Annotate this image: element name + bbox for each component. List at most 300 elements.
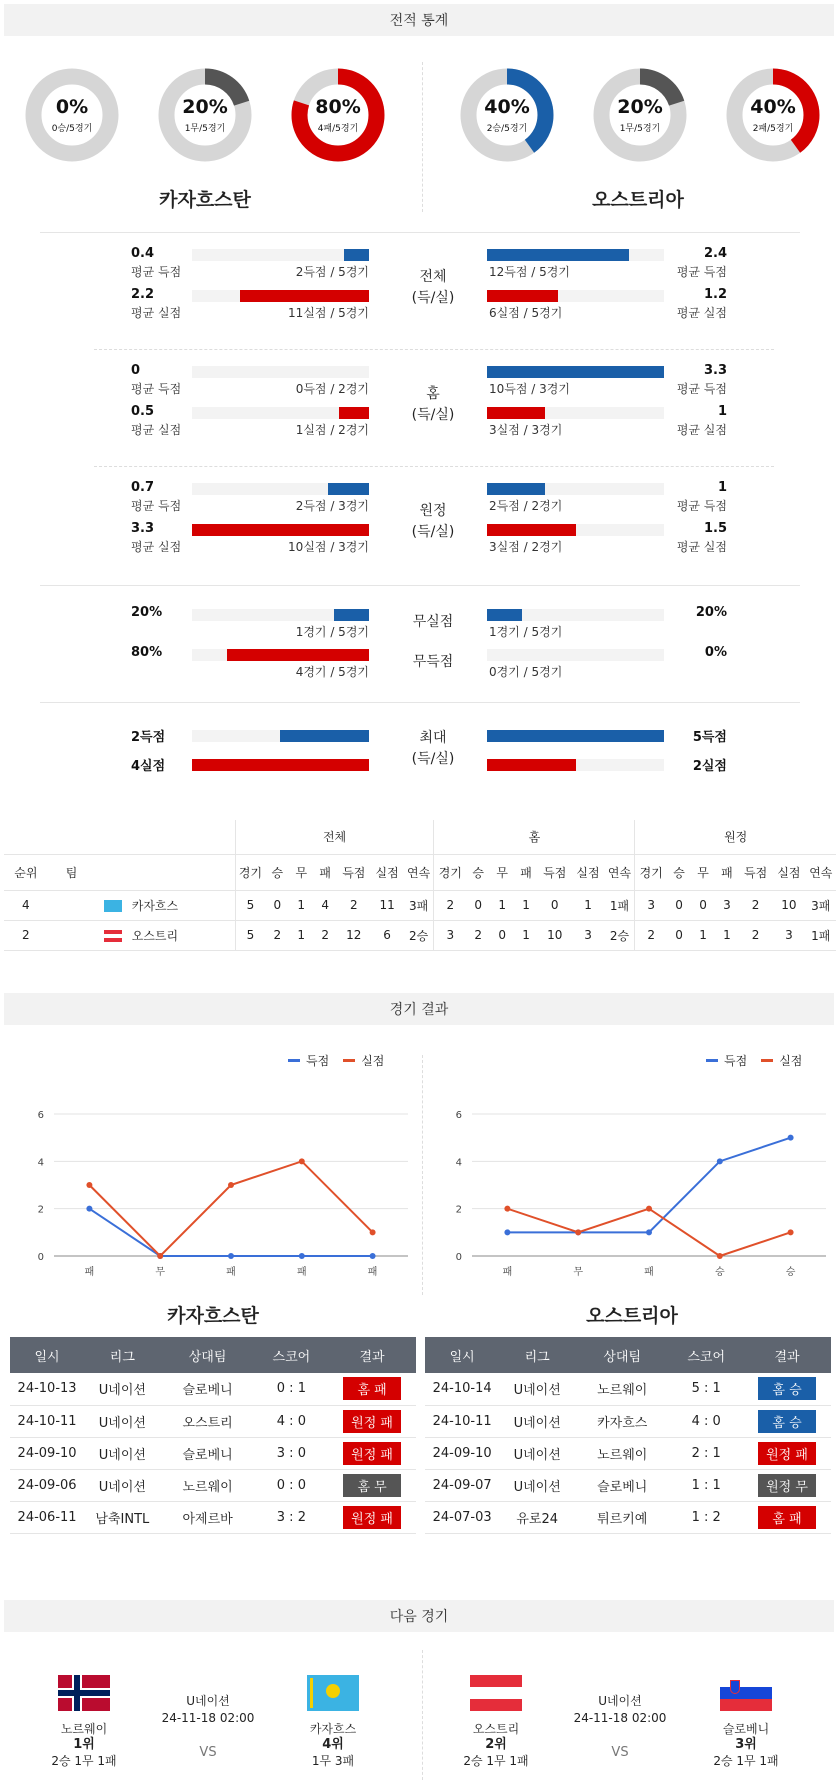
next-league: U네이션: [598, 1694, 642, 1708]
divider: [40, 232, 800, 233]
result-cell: [328, 1405, 416, 1437]
standings-col-header: 승: [466, 854, 490, 890]
x-tick-label: 패: [296, 1267, 307, 1278]
results-row: [10, 1469, 416, 1501]
bar-track: [487, 524, 664, 536]
section-header-stats: 전적 통계: [4, 4, 834, 36]
data-point: [717, 1158, 723, 1164]
league-cell: U네이션: [499, 1437, 575, 1469]
x-tick-label: 패: [367, 1267, 378, 1278]
result-badge: 홈 승: [758, 1377, 816, 1400]
data-point: [717, 1253, 723, 1259]
opponent-cell: 노르웨이: [575, 1437, 669, 1469]
next-team-right[interactable]: [686, 1721, 806, 1769]
bar-fill: [487, 407, 545, 419]
score-cell: 1 : 2: [669, 1501, 743, 1533]
x-tick-label: 패: [226, 1267, 236, 1278]
divider: [422, 1650, 423, 1780]
date-cell: 24-06-11: [10, 1501, 84, 1533]
bar-track: [487, 249, 664, 261]
results-row: [10, 1501, 416, 1533]
opponent-cell: 오스트리: [161, 1405, 255, 1437]
results-col-header: 결과: [328, 1337, 416, 1373]
bar-track: [487, 730, 664, 742]
standings-group-1: 홈: [434, 820, 635, 854]
standings-col-header: 승: [667, 854, 691, 890]
bar-track: [487, 759, 664, 771]
bar-fill: [240, 290, 369, 302]
home-stat-value: 3.3: [131, 521, 155, 536]
next-team-name: 노르웨이: [60, 1722, 108, 1736]
standings-cell: 0: [667, 890, 691, 920]
home-stat-label: 평균 실점: [131, 540, 182, 554]
flag-stripe: [58, 1690, 110, 1696]
bar-track: [192, 649, 369, 661]
standings-team[interactable]: [48, 890, 235, 920]
home-stat-value: 80%: [131, 645, 163, 660]
bar-track: [192, 366, 369, 378]
stat-category: 최대 (득/실): [411, 730, 455, 767]
standings-cell: 1: [514, 920, 538, 950]
away-stat-value: 1: [717, 404, 727, 419]
away-stat-label: 평균 득점: [676, 382, 727, 396]
next-team-name: 카자흐스: [309, 1722, 357, 1736]
away-stat-value: 1.5: [703, 521, 727, 536]
y-tick-label: 2: [455, 1204, 462, 1216]
data-point: [86, 1206, 92, 1212]
home-stat-detail: 1실점 / 2경기: [295, 423, 369, 437]
standings-col-header: 패: [514, 854, 538, 890]
bar-track: [192, 759, 369, 771]
legend-label: 실점: [779, 1054, 803, 1068]
standings-cell: 1: [490, 890, 514, 920]
standings-cell: 3: [772, 920, 805, 950]
away-team-name: 오스트리아: [592, 189, 684, 211]
opponent-cell: 슬로베니: [161, 1373, 255, 1405]
home-team-name: 카자흐스탄: [159, 189, 251, 211]
standings-cell: 11: [370, 890, 403, 920]
away-stat-label: 평균 득점: [676, 265, 727, 279]
legend-label: 득점: [306, 1054, 330, 1068]
next-team-record: 2승 1무 1패: [51, 1754, 117, 1768]
league-cell: 유로24: [499, 1501, 575, 1533]
y-tick-label: 0: [37, 1252, 44, 1263]
bar-fill: [192, 759, 369, 771]
result-badge: 원정 패: [758, 1442, 816, 1465]
score-cell: 5 : 1: [669, 1373, 743, 1405]
opponent-cell: 슬로베니: [161, 1437, 255, 1469]
x-tick-label: 승: [714, 1267, 725, 1278]
standings-col-header: 득점: [538, 854, 571, 890]
standings-cell: 6: [370, 920, 403, 950]
score-cell: 2 : 1: [669, 1437, 743, 1469]
result-cell: [743, 1501, 831, 1533]
stat-category: 전체 (득/실): [411, 269, 455, 306]
legend-item-0: [288, 1052, 329, 1069]
results-row: [425, 1469, 831, 1501]
results-col-header: 스코어: [669, 1337, 743, 1373]
date-cell: 24-09-07: [425, 1469, 499, 1501]
donut-caption: 1무/5경기: [184, 124, 226, 134]
results-col-header: 상대팀: [161, 1337, 255, 1373]
standings-cell: 0: [466, 890, 490, 920]
donut-percent: 40%: [750, 96, 796, 118]
flag-ornament: [310, 1678, 313, 1708]
home-stat-detail: 2득점 / 3경기: [295, 499, 369, 513]
next-team-rank: 1위: [73, 1737, 95, 1752]
results-col-header: 스코어: [255, 1337, 329, 1373]
standings-col-header: 득점: [739, 854, 772, 890]
standings-cell: 10: [772, 890, 805, 920]
bar-track: [487, 366, 664, 378]
bar-track: [192, 609, 369, 621]
home-stat-value: 0.7: [131, 480, 155, 495]
data-point: [86, 1182, 92, 1188]
result-badge: 원정 패: [343, 1410, 401, 1433]
bar-fill: [487, 524, 576, 536]
away-stat-detail: 1경기 / 5경기: [489, 625, 563, 639]
vs-label: VS: [611, 1745, 629, 1760]
standings-col-header: 경기: [434, 854, 466, 890]
standings-cell: 2: [466, 920, 490, 950]
legend-swatch: [343, 1059, 355, 1062]
data-point: [646, 1229, 652, 1235]
bar-fill: [487, 249, 629, 261]
donut-chart-home-1: [158, 68, 252, 162]
standings-team-name: 카자흐스: [131, 898, 179, 913]
data-point: [788, 1229, 794, 1235]
y-tick-label: 6: [37, 1110, 44, 1121]
league-cell: U네이션: [84, 1405, 160, 1437]
results-row: [10, 1373, 416, 1405]
standings-cell: 1: [289, 890, 313, 920]
stat-category: 무득점: [412, 654, 454, 670]
date-cell: 24-10-13: [10, 1373, 84, 1405]
result-badge: 원정 패: [343, 1442, 401, 1465]
bar-fill: [487, 366, 664, 378]
y-tick-label: 6: [455, 1110, 462, 1121]
standings-col-header: 패: [715, 854, 739, 890]
standings-rank: 4: [4, 890, 48, 920]
results-row: [425, 1437, 831, 1469]
result-cell: [328, 1437, 416, 1469]
next-team-name: 슬로베니: [722, 1722, 770, 1736]
standings-cell: 2: [313, 920, 337, 950]
data-point: [788, 1135, 794, 1141]
bar-fill: [487, 609, 522, 621]
score-cell: 4 : 0: [255, 1405, 329, 1437]
home-stat-detail: 11실점 / 5경기: [288, 306, 369, 320]
flag-icon: [307, 1675, 359, 1711]
x-tick-label: 패: [84, 1267, 95, 1278]
next-team-left[interactable]: [24, 1721, 144, 1769]
opponent-cell: 슬로베니: [575, 1469, 669, 1501]
y-tick-label: 4: [37, 1157, 44, 1169]
standings-cell: 3: [571, 920, 604, 950]
next-team-name: 오스트리: [472, 1722, 520, 1736]
home-max-value: 4실점: [131, 759, 166, 774]
donut-chart-home-2: [291, 68, 385, 162]
bar-fill: [334, 609, 369, 621]
date-cell: 24-07-03: [425, 1501, 499, 1533]
data-point: [157, 1253, 163, 1259]
date-cell: 24-09-10: [10, 1437, 84, 1469]
legend-label: 실점: [361, 1054, 385, 1068]
bar-fill: [487, 483, 545, 495]
bar-fill: [487, 730, 664, 742]
standings-cell: 12: [337, 920, 370, 950]
data-point: [646, 1206, 652, 1212]
score-cell: 0 : 0: [255, 1469, 329, 1501]
line-chart-0: [30, 1090, 415, 1310]
standings-col-header: 연속: [605, 854, 635, 890]
away-stat-value: 20%: [695, 605, 727, 620]
donut-caption: 2패/5경기: [752, 124, 794, 134]
divider: [94, 466, 774, 467]
results-col-header: 리그: [84, 1337, 160, 1373]
x-tick-label: 승: [785, 1267, 796, 1278]
home-stat-label: 평균 득점: [131, 265, 182, 279]
result-cell: [743, 1373, 831, 1405]
y-tick-label: 0: [455, 1252, 462, 1263]
standings-col-header: 패: [313, 854, 337, 890]
home-stat-detail: 0득점 / 2경기: [295, 382, 369, 396]
vs-label: VS: [199, 1745, 217, 1760]
standings-cell: 1패: [806, 920, 836, 950]
next-team-right[interactable]: [273, 1721, 393, 1769]
result-cell: [328, 1373, 416, 1405]
result-badge: 홈 패: [343, 1377, 401, 1400]
standings-cell: 5: [235, 920, 265, 950]
standings-cell: 0: [667, 920, 691, 950]
next-team-left[interactable]: [436, 1721, 556, 1769]
legend-swatch: [761, 1059, 773, 1062]
away-stat-label: 평균 득점: [676, 499, 727, 513]
standings-cell: 1: [514, 890, 538, 920]
standings-cell: 0: [265, 890, 289, 920]
league-cell: U네이션: [499, 1373, 575, 1405]
home-team-name-results: 카자흐스탄: [167, 1305, 259, 1327]
home-stat-detail: 10실점 / 3경기: [288, 540, 369, 554]
next-league: U네이션: [186, 1694, 230, 1708]
standings-cell: 0: [538, 890, 571, 920]
away-stat-detail: 2득점 / 2경기: [489, 499, 563, 513]
donut-chart-away-2: [726, 68, 820, 162]
away-stat-detail: 12득점 / 5경기: [489, 265, 570, 279]
away-team-name-results: 오스트리아: [586, 1305, 678, 1327]
home-max-value: 2득점: [131, 730, 166, 745]
home-stat-label: 평균 득점: [131, 382, 182, 396]
bar-fill: [192, 524, 369, 536]
flag-icon: [470, 1675, 522, 1711]
stat-category: 홈 (득/실): [411, 386, 455, 423]
standings-cell: 1: [289, 920, 313, 950]
standings-cell: 2: [434, 890, 466, 920]
standings-col-header: 팀: [48, 854, 235, 890]
x-tick-label: 무: [573, 1267, 584, 1278]
stat-category: 원정 (득/실): [411, 503, 455, 540]
next-team-record: 2승 1무 1패: [463, 1754, 529, 1768]
date-cell: 24-10-14: [425, 1373, 499, 1405]
result-badge: 홈 승: [758, 1410, 816, 1433]
results-row: [425, 1373, 831, 1405]
standings-cell: 2: [337, 890, 370, 920]
bar-track: [487, 649, 664, 661]
away-stat-value: 2.4: [703, 246, 727, 261]
away-max-value: 5득점: [692, 730, 727, 745]
score-cell: 0 : 1: [255, 1373, 329, 1405]
standings-cell: 4: [313, 890, 337, 920]
bar-track: [192, 483, 369, 495]
flag-icon: [720, 1675, 772, 1711]
section-header-next: 다음 경기: [4, 1600, 834, 1632]
section-header-results: 경기 결과: [4, 993, 834, 1025]
standings-cell: 10: [538, 920, 571, 950]
flag-icon: [58, 1675, 110, 1711]
result-badge: 홈 패: [758, 1506, 816, 1529]
bar-track: [487, 290, 664, 302]
donut-caption: 4패/5경기: [317, 124, 359, 134]
series-line-0: [89, 1209, 372, 1256]
opponent-cell: 노르웨이: [161, 1469, 255, 1501]
away-stat-value: 3.3: [703, 363, 727, 378]
result-cell: [743, 1405, 831, 1437]
donut-percent: 0%: [55, 96, 89, 118]
results-col-header: 일시: [425, 1337, 499, 1373]
next-date: 24-11-18 02:00: [573, 1711, 667, 1725]
legend-label: 득점: [724, 1054, 748, 1068]
home-stat-detail: 4경기 / 5경기: [295, 665, 369, 679]
donut-caption: 0승/5경기: [51, 124, 93, 134]
data-point: [575, 1229, 581, 1235]
standings-cell: 1패: [605, 890, 635, 920]
standings: [4, 820, 836, 951]
data-point: [370, 1229, 376, 1235]
standings-cell: 3: [635, 890, 667, 920]
home-stat-value: 0.5: [131, 404, 155, 419]
away-stat-detail: 3실점 / 3경기: [489, 423, 563, 437]
standings-row: [4, 920, 836, 950]
away-stat-detail: 6실점 / 5경기: [489, 306, 563, 320]
results-row: [10, 1405, 416, 1437]
away-stat-value: 0%: [704, 645, 727, 660]
x-tick-label: 패: [502, 1267, 513, 1278]
divider: [94, 349, 774, 350]
date-cell: 24-09-10: [425, 1437, 499, 1469]
standings-col-header: 연속: [806, 854, 836, 890]
standings-cell: 2: [739, 920, 772, 950]
result-cell: [743, 1437, 831, 1469]
donut-percent: 20%: [182, 96, 228, 118]
x-tick-label: 무: [155, 1267, 166, 1278]
y-tick-label: 2: [37, 1204, 44, 1216]
standings-cell: 2승: [404, 920, 434, 950]
bar-fill: [344, 249, 369, 261]
away-stat-value: 1.2: [703, 287, 727, 302]
home-stat-value: 2.2: [131, 287, 155, 302]
result-badge: 원정 무: [758, 1474, 816, 1497]
flag-sun: [326, 1684, 340, 1698]
opponent-cell: 튀르키예: [575, 1501, 669, 1533]
score-cell: 3 : 0: [255, 1437, 329, 1469]
away-stat-label: 평균 실점: [676, 423, 727, 437]
bar-track: [192, 290, 369, 302]
result-cell: [743, 1469, 831, 1501]
league-cell: 남축INTL: [84, 1501, 160, 1533]
donut-percent: 80%: [315, 96, 361, 118]
away-stat-detail: 10득점 / 3경기: [489, 382, 570, 396]
results-col-header: 리그: [499, 1337, 575, 1373]
home-stat-detail: 1경기 / 5경기: [295, 625, 369, 639]
results-row: [425, 1405, 831, 1437]
chart-legend: [288, 1052, 392, 1069]
donut-caption: 2승/5경기: [486, 124, 528, 134]
series-line-0: [507, 1138, 790, 1233]
date-cell: 24-10-11: [10, 1405, 84, 1437]
bar-fill: [487, 290, 558, 302]
standings-col-header: 승: [265, 854, 289, 890]
donut-chart-home-0: [25, 68, 119, 162]
divider: [40, 702, 800, 703]
standings-col-header: 순위: [4, 854, 48, 890]
legend-swatch: [288, 1059, 300, 1062]
data-point: [504, 1206, 510, 1212]
standings-group-0: 전체: [235, 820, 434, 854]
home-stat-label: 평균 실점: [131, 423, 182, 437]
divider: [40, 585, 800, 586]
data-point: [370, 1253, 376, 1259]
bar-track: [192, 730, 369, 742]
league-cell: U네이션: [84, 1469, 160, 1501]
donut-percent: 20%: [617, 96, 663, 118]
standings-col-header: 실점: [370, 854, 403, 890]
x-tick-label: 패: [644, 1267, 654, 1278]
home-stat-detail: 2득점 / 5경기: [295, 265, 369, 279]
result-badge: 홈 무: [343, 1474, 401, 1497]
standings-cell: 5: [235, 890, 265, 920]
away-stat-detail: 3실점 / 2경기: [489, 540, 563, 554]
bar-fill: [280, 730, 369, 742]
standings-cell: 1: [691, 920, 715, 950]
next-team-record: 1무 3패: [311, 1754, 355, 1768]
bar-track: [487, 407, 664, 419]
score-cell: 1 : 1: [669, 1469, 743, 1501]
standings-cell: 0: [691, 890, 715, 920]
home-stat-value: 0: [131, 363, 141, 378]
data-point: [228, 1253, 234, 1259]
bar-track: [487, 483, 664, 495]
home-stat-value: 0.4: [131, 246, 155, 261]
standings-team[interactable]: [48, 920, 235, 950]
results-row: [425, 1501, 831, 1533]
date-cell: 24-10-11: [425, 1405, 499, 1437]
date-cell: 24-09-06: [10, 1469, 84, 1501]
results-row: [10, 1437, 416, 1469]
bar-fill: [339, 407, 369, 419]
legend-item-1: [761, 1052, 802, 1069]
opponent-cell: 아제르바: [161, 1501, 255, 1533]
data-point: [228, 1182, 234, 1188]
flag-icon: [104, 930, 122, 942]
legend-swatch: [706, 1059, 718, 1062]
standings-col-header: 무: [490, 854, 514, 890]
next-team-record: 2승 1무 1패: [713, 1754, 779, 1768]
next-team-rank: 4위: [322, 1737, 344, 1752]
home-stat-label: 평균 실점: [131, 306, 182, 320]
standings-rank: 2: [4, 920, 48, 950]
results-table-home: [10, 1337, 416, 1534]
y-tick-label: 4: [455, 1157, 462, 1169]
